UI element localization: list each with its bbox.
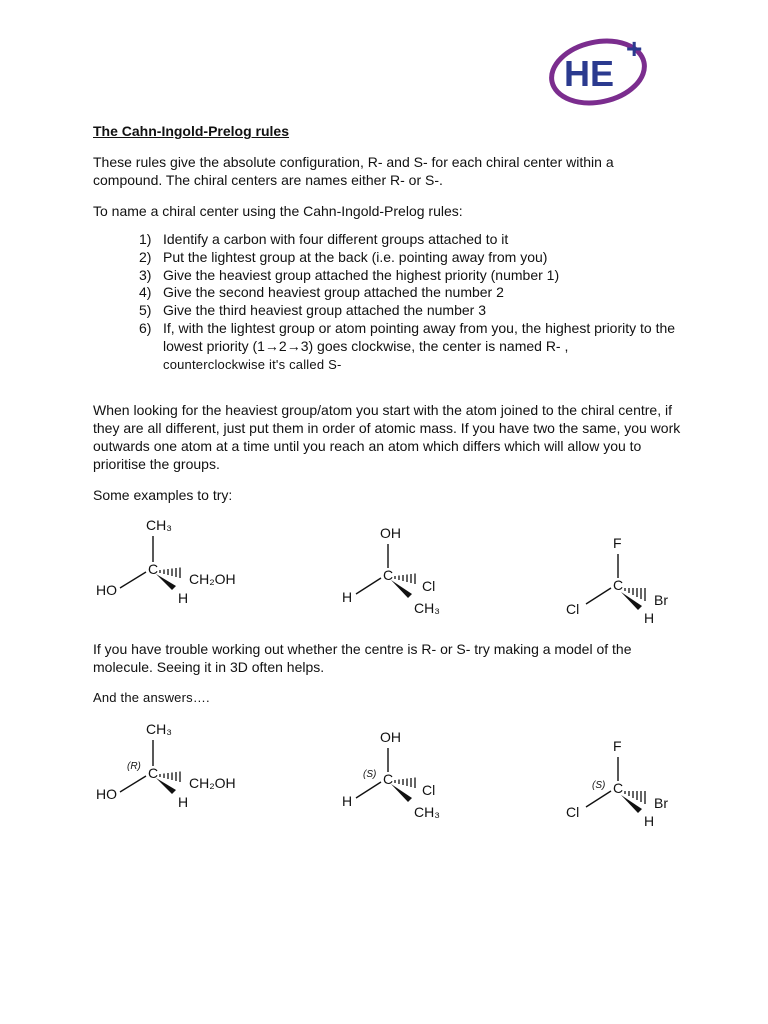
svg-text:C: C	[613, 780, 624, 796]
svg-text:C: C	[148, 561, 159, 577]
svg-text:OH: OH	[380, 525, 401, 541]
intro-paragraph: These rules give the absolute configuration, R- and S- for each chiral center within a compound. The chiral centers are names either R- or S-.	[93, 154, 614, 188]
svg-text:Cl: Cl	[566, 601, 580, 617]
svg-text:OH: OH	[380, 729, 401, 745]
list-item: 5) Give the third heaviest group attached the number 3	[139, 302, 486, 319]
answer-molecule-1	[90, 714, 260, 814]
svg-text:Br: Br	[654, 795, 668, 811]
svg-text:Cl: Cl	[422, 782, 436, 798]
heaviest-group-paragraph: When looking for the heaviest group/atom you start with the atom joined to the chiral centre, if they are all different, just put them in order of atomic mass. If you have two the same, you work outwards one atom at a time until you reach an atom which differs which will allow you to prioritise the groups.	[93, 402, 681, 472]
page-title: The Cahn-Ingold-Prelog rules	[93, 123, 290, 139]
list-item: 3) Give the heaviest group attached the highest priority (number 1)	[139, 266, 560, 283]
svg-text:CH₃: CH₃	[414, 600, 440, 616]
logo-plus: +	[626, 34, 643, 64]
model-paragraph: If you have trouble working out whether the centre is R- or S- try making a model of the molecule. Seeing it in 3D often helps.	[93, 641, 632, 675]
svg-text:Cl: Cl	[566, 804, 580, 820]
example-molecule-3	[558, 530, 688, 630]
svg-text:H: H	[178, 590, 189, 606]
example-molecule-2	[330, 520, 460, 620]
examples-label: Some examples to try:	[93, 487, 233, 503]
rules-list	[139, 231, 699, 373]
svg-text:H: H	[342, 589, 353, 605]
svg-text:Cl: Cl	[422, 578, 436, 594]
svg-text:F: F	[613, 535, 622, 551]
svg-text:C: C	[613, 577, 624, 593]
svg-text:C: C	[148, 765, 159, 781]
svg-text:CH₃: CH₃	[146, 517, 172, 533]
svg-text:Br: Br	[654, 592, 668, 608]
example-molecule-1	[90, 510, 260, 610]
list-item: 1) Identify a carbon with four different groups attached to it	[139, 231, 509, 247]
svg-text:H: H	[644, 813, 655, 829]
svg-text:H: H	[342, 793, 353, 809]
list-item: 4) Give the second heaviest group attached the number 2	[139, 284, 504, 301]
configuration-label: (S)	[363, 769, 377, 780]
svg-text:C: C	[383, 771, 394, 787]
svg-text:CH₂OH: CH₂OH	[189, 775, 236, 791]
answer-molecule-2	[330, 724, 460, 824]
svg-text:CH₃: CH₃	[146, 721, 172, 737]
svg-text:H: H	[178, 794, 189, 810]
answer-molecule-3	[558, 733, 688, 833]
svg-text:CH₃: CH₃	[414, 804, 440, 820]
configuration-label: (S)	[592, 780, 606, 791]
list-item: 2) Put the lightest group at the back (i.e. pointing away from you)	[139, 248, 548, 265]
answers-label: And the answers….	[93, 690, 210, 705]
svg-text:HO: HO	[96, 582, 117, 598]
list-item: 6) If, with the lightest group or atom pointing away from you, the highest priority to the lowest priority (1→2→3) goes clockwise, the center is named R- , counterclockwise it's called S-	[139, 319, 676, 372]
svg-text:HO: HO	[96, 786, 117, 802]
svg-text:H: H	[644, 610, 655, 626]
svg-text:CH₂OH: CH₂OH	[189, 571, 236, 587]
configuration-label: (R)	[127, 761, 141, 772]
he-plus-logo	[546, 34, 658, 106]
logo-text: HE	[564, 53, 615, 94]
svg-text:C: C	[383, 567, 394, 583]
rules-lead: To name a chiral center using the Cahn-Ingold-Prelog rules:	[93, 203, 463, 219]
svg-text:F: F	[613, 738, 622, 754]
